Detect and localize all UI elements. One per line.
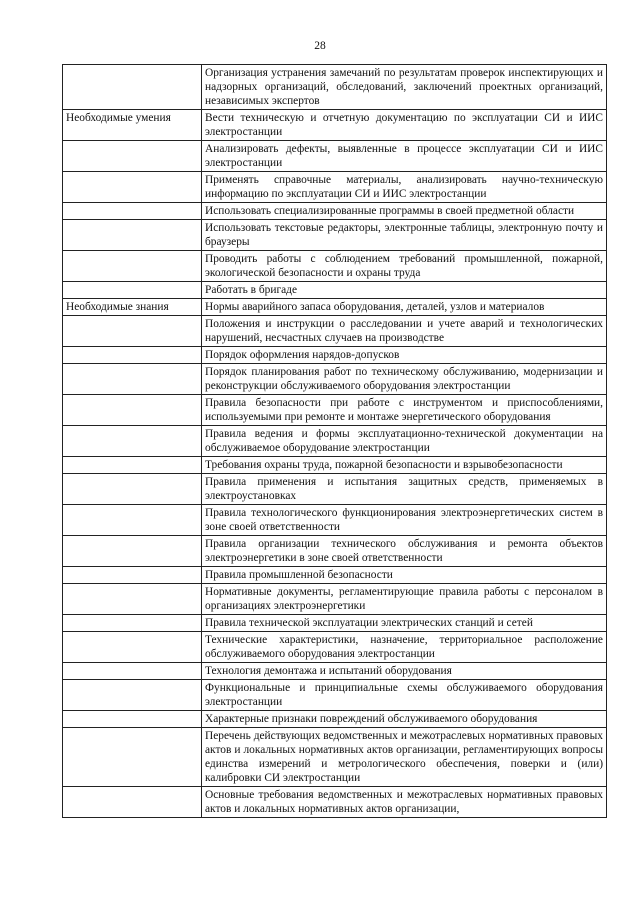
- category-cell: [63, 505, 202, 536]
- table-row: [63, 110, 607, 141]
- category-cell: [63, 680, 202, 711]
- requirement-cell: Использовать специализированные программы в своей предметной области: [202, 203, 607, 220]
- table-row: [63, 457, 607, 474]
- requirement-cell: Применять справочные материалы, анализировать научно-техническую информацию по эксплуатации СИ и ИИС электростанции: [202, 172, 607, 203]
- category-cell: [63, 282, 202, 299]
- requirement-cell: Характерные признаки повреждений обслуживаемого оборудования: [202, 711, 607, 728]
- table-row: [63, 347, 607, 364]
- category-cell: [63, 474, 202, 505]
- category-cell: [63, 536, 202, 567]
- category-cell: [63, 347, 202, 364]
- category-cell: [63, 663, 202, 680]
- table-row: [63, 316, 607, 347]
- category-cell: [63, 251, 202, 282]
- requirement-cell: Положения и инструкции о расследовании и учете аварий и технологических нарушений, несчастных случаев на производстве: [202, 316, 607, 347]
- requirement-cell: Технология демонтажа и испытаний оборудования: [202, 663, 607, 680]
- requirement-cell: Правила технологического функционирования электроэнергетических систем в зоне своей ответственности: [202, 505, 607, 536]
- table-row: [63, 426, 607, 457]
- table-row: [63, 680, 607, 711]
- category-cell: [63, 632, 202, 663]
- requirement-cell: Работать в бригаде: [202, 282, 607, 299]
- table-row: [63, 728, 607, 787]
- category-cell: [63, 567, 202, 584]
- table-row: [63, 536, 607, 567]
- category-cell: [63, 220, 202, 251]
- requirement-cell: Функциональные и принципиальные схемы обслуживаемого оборудования электростанции: [202, 680, 607, 711]
- table-row: [63, 632, 607, 663]
- category-cell: [63, 395, 202, 426]
- requirement-cell: Основные требования ведомственных и межотраслевых нормативных правовых актов и локальных нормативных актов организации,: [202, 787, 607, 818]
- category-cell: [63, 172, 202, 203]
- category-cell: Необходимые умения: [63, 110, 202, 141]
- table-row: [63, 282, 607, 299]
- table-row: [63, 474, 607, 505]
- requirement-cell: Правила безопасности при работе с инструментом и приспособлениями, используемыми при ремонте и монтаже энергетического оборудования: [202, 395, 607, 426]
- table-row: [63, 584, 607, 615]
- requirement-cell: Порядок планирования работ по техническому обслуживанию, модернизации и реконструкции обслуживаемого оборудования электростанции: [202, 364, 607, 395]
- table-row: [63, 395, 607, 426]
- requirement-cell: Правила организации технического обслуживания и ремонта объектов электроэнергетики в зоне своей ответственности: [202, 536, 607, 567]
- category-cell: [63, 65, 202, 110]
- page-number: 28: [314, 40, 326, 52]
- table-row: [63, 299, 607, 316]
- category-cell: [63, 426, 202, 457]
- category-cell: [63, 615, 202, 632]
- requirement-cell: Правила ведения и формы эксплуатационно-технической документации на обслуживаемое оборудование электростанции: [202, 426, 607, 457]
- requirement-cell: Порядок оформления нарядов-допусков: [202, 347, 607, 364]
- requirement-cell: Перечень действующих ведомственных и межотраслевых нормативных правовых актов и локальных нормативных актов организации, регламентирующих вопросы единства измерений и метрологического обеспечения, поверки и (или) калибровки СИ электростанции: [202, 728, 607, 787]
- table-row: [63, 505, 607, 536]
- table-row: [63, 172, 607, 203]
- requirement-cell: Использовать текстовые редакторы, электронные таблицы, электронную почту и браузеры: [202, 220, 607, 251]
- table-row: [63, 251, 607, 282]
- requirement-cell: Нормативные документы, регламентирующие правила работы с персоналом в организациях электроэнергетики: [202, 584, 607, 615]
- category-cell: [63, 203, 202, 220]
- requirement-cell: Проводить работы с соблюдением требований промышленной, пожарной, экологической безопасности и охраны труда: [202, 251, 607, 282]
- table-row: [63, 787, 607, 818]
- category-cell: [63, 728, 202, 787]
- requirement-cell: Организация устранения замечаний по результатам проверок инспектирующих и надзорных организаций, обследований, заключений проектных организаций, независимых экспертов: [202, 65, 607, 110]
- table-row: [63, 220, 607, 251]
- requirement-cell: Правила применения и испытания защитных средств, применяемых в электроустановках: [202, 474, 607, 505]
- category-cell: [63, 141, 202, 172]
- requirement-cell: Технические характеристики, назначение, территориальное расположение обслуживаемого оборудования электростанции: [202, 632, 607, 663]
- category-cell: [63, 457, 202, 474]
- category-cell: [63, 787, 202, 818]
- requirement-cell: Правила промышленной безопасности: [202, 567, 607, 584]
- requirement-cell: Требования охраны труда, пожарной безопасности и взрывобезопасности: [202, 457, 607, 474]
- table-row: [63, 615, 607, 632]
- table-row: [63, 711, 607, 728]
- requirements-table: [62, 64, 607, 818]
- table-row: [63, 203, 607, 220]
- table-row: [63, 567, 607, 584]
- requirement-cell: Правила технической эксплуатации электрических станций и сетей: [202, 615, 607, 632]
- requirement-cell: Нормы аварийного запаса оборудования, деталей, узлов и материалов: [202, 299, 607, 316]
- category-cell: [63, 316, 202, 347]
- table-row: [63, 364, 607, 395]
- table-row: [63, 663, 607, 680]
- category-cell: [63, 584, 202, 615]
- requirement-cell: Анализировать дефекты, выявленные в процессе эксплуатации СИ и ИИС электростанции: [202, 141, 607, 172]
- category-cell: [63, 364, 202, 395]
- table-row: [63, 141, 607, 172]
- category-cell: Необходимые знания: [63, 299, 202, 316]
- category-cell: [63, 711, 202, 728]
- requirement-cell: Вести техническую и отчетную документацию по эксплуатации СИ и ИИС электростанции: [202, 110, 607, 141]
- table-row: [63, 65, 607, 110]
